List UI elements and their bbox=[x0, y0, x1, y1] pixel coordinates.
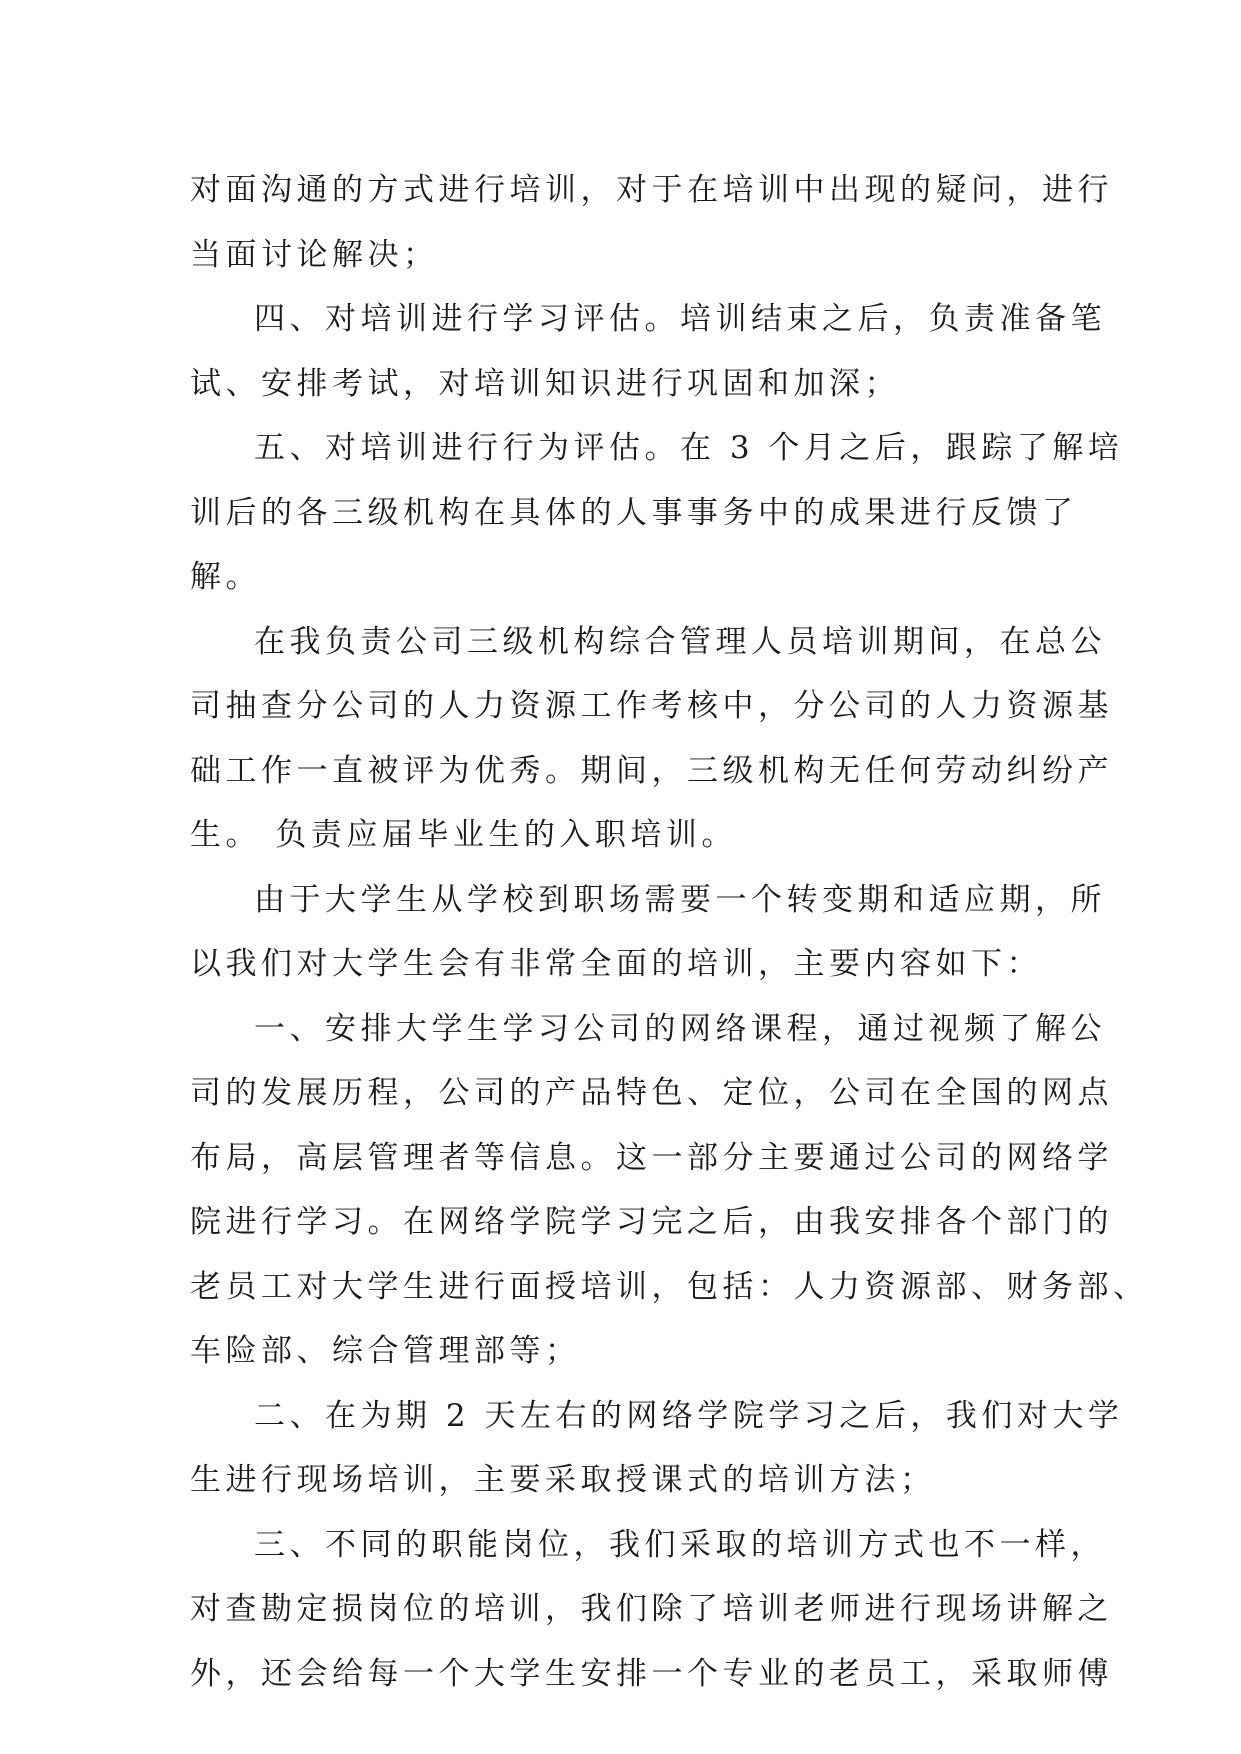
text-line: 四、对培训进行学习评估。培训结束之后，负责准备笔 bbox=[254, 301, 1106, 337]
text-line: 训后的各三级机构在具体的人事事务中的成果进行反馈了 bbox=[190, 494, 1078, 531]
text-line: 外，还会给每一个大学生安排一个专业的老员工，采取师傅 bbox=[190, 1655, 1113, 1692]
text-line: 对查勘定损岗位的培训，我们除了培训老师进行现场讲解之 bbox=[190, 1591, 1113, 1627]
text-line: 础工作一直被评为优秀。期间，三级机构无任何劳动纠纷产 bbox=[190, 752, 1113, 789]
text-line: 生。 负责应届毕业生的入职培训。 bbox=[190, 817, 737, 853]
text-line: 对面沟通的方式进行培训，对于在培训中出现的疑问，进行 bbox=[190, 172, 1113, 208]
text-line: 在我负责公司三级机构综合管理人员培训期间，在总公 bbox=[254, 623, 1106, 660]
text-line: 一、安排大学生学习公司的网络课程，通过视频了解公 bbox=[254, 1010, 1106, 1047]
text-line: 五、对培训进行行为评估。在 3 个月之后，跟踪了解培 bbox=[254, 430, 1124, 466]
text-line: 以我们对大学生会有非常全面的培训，主要内容如下： bbox=[190, 946, 1042, 982]
text-line: 当面讨论解决； bbox=[190, 236, 439, 273]
text-line: 二、在为期 2 天左右的网络学院学习之后，我们对大学 bbox=[254, 1397, 1124, 1434]
document-body bbox=[190, 158, 1149, 1706]
text-line: 布局，高层管理者等信息。这一部分主要通过公司的网络学 bbox=[190, 1139, 1113, 1176]
text-line: 院进行学习。在网络学院学习完之后，由我安排各个部门的 bbox=[190, 1204, 1113, 1240]
text-line: 由于大学生从学校到职场需要一个转变期和适应期，所 bbox=[254, 881, 1106, 918]
text-line: 司的发展历程，公司的产品特色、定位，公司在全国的网点 bbox=[190, 1075, 1113, 1111]
text-line: 三、不同的职能岗位，我们采取的培训方式也不一样， bbox=[254, 1526, 1106, 1563]
text-line: 解。 bbox=[190, 559, 261, 595]
text-line: 试、安排考试，对培训知识进行巩固和加深； bbox=[190, 365, 900, 402]
text-line: 生进行现场培训，主要采取授课式的培训方法； bbox=[190, 1462, 936, 1498]
text-line: 老员工对大学生进行面授培训，包括：人力资源部、财务部、 bbox=[190, 1268, 1149, 1305]
text-line: 车险部、综合管理部等； bbox=[190, 1333, 581, 1369]
text-line: 司抽查分公司的人力资源工作考核中，分公司的人力资源基 bbox=[190, 688, 1113, 724]
